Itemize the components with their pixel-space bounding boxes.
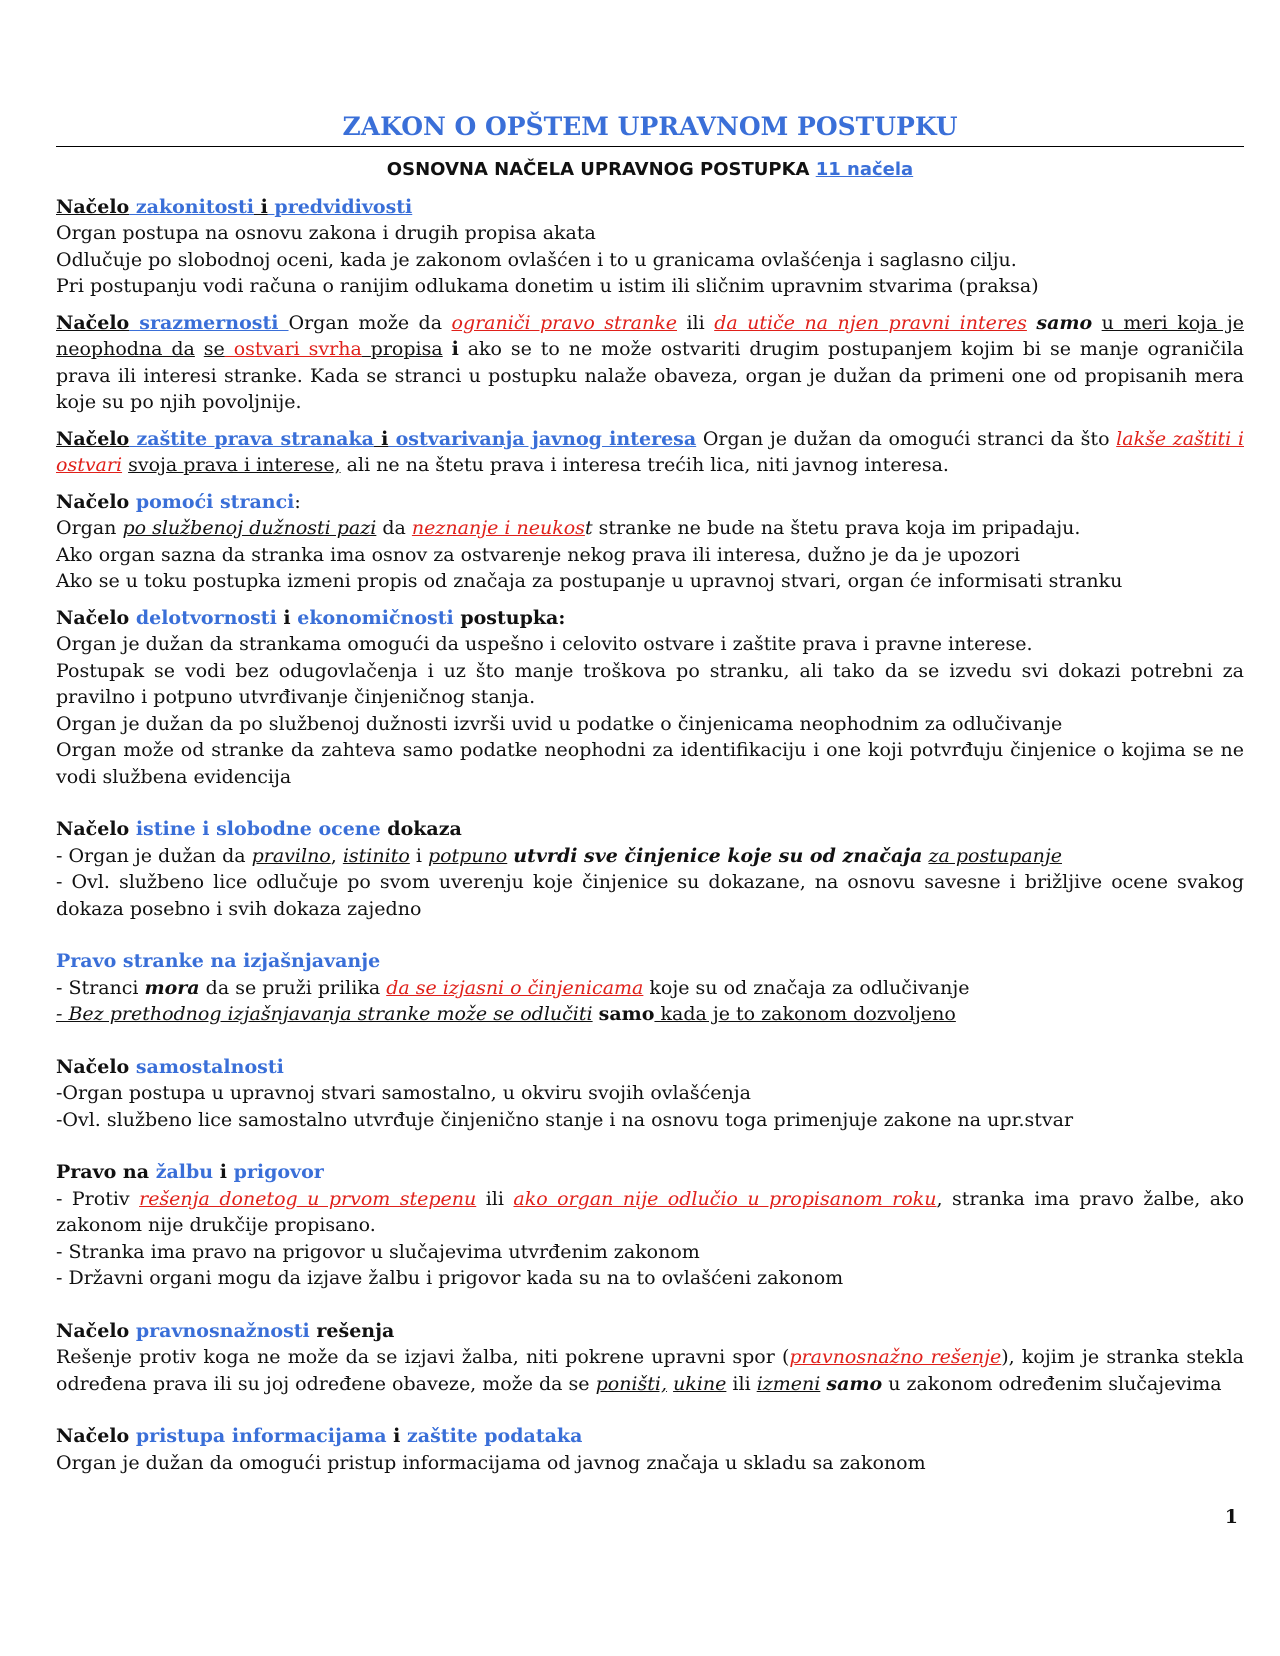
- emphasis-bold: samo: [1036, 311, 1093, 334]
- section-zakonitost: [56, 194, 1244, 300]
- paragraph: [56, 515, 1244, 542]
- heading-word: i: [373, 427, 389, 450]
- heading-term: žalbu: [155, 1161, 214, 1183]
- paragraph: [56, 1344, 1244, 1397]
- section-izjasnjavanje: [56, 948, 1244, 1028]
- italic-underlined-text: za postupanje: [928, 844, 1062, 867]
- heading-word: Načelo: [56, 490, 136, 513]
- paragraph: Organ je dužan da po službenoj dužnosti izvrši uvid u podatke o činjenicama neophodnim za odlučivanje: [56, 712, 1063, 735]
- emphasis-red: ograniči pravo stranke: [451, 311, 678, 334]
- heading-word: postupka:: [453, 606, 566, 629]
- paragraph: Pri postupanju vodi računa o ranijim odlukama donetim u istim ili sličnim upravnim stvarima (praksa): [56, 275, 1039, 297]
- section-delotvornost: [56, 605, 1244, 791]
- heading-word: i: [253, 195, 268, 218]
- heading-term: pomoći stranci: [135, 490, 295, 513]
- heading-term: zaštite prava stranaka: [129, 427, 374, 450]
- section-pravnosnaznost: [56, 1318, 1244, 1398]
- section-zalba-prigovor: [56, 1159, 1244, 1292]
- emphasis-bold: i: [451, 338, 459, 360]
- paragraph: - Ovl. službeno lice odlučuje po svom uverenju koje činjenice su dokazane, na osnovu savesne i brižljive ocene svakog dokaza posebno i svih dokaza zajedno: [56, 871, 1244, 920]
- text-run: ili: [677, 311, 715, 334]
- subtitle-text: OSNOVNA NAČELA UPRAVNOG POSTUPKA: [386, 159, 816, 180]
- heading-term: ekonomičnosti: [297, 606, 454, 629]
- emphasis-red: da utiče na njen pravni interes: [714, 311, 1027, 334]
- underlined-text: propisa: [361, 338, 443, 360]
- text-run: - Organ je dužan da: [56, 844, 252, 867]
- text-run: , stranka ima pravo žalbe, ako zakonom nije drukčije propisano.: [56, 1187, 1245, 1236]
- subtitle: [56, 157, 1244, 184]
- paragraph: Ako se u toku postupka izmeni propis od značaja za postupanje u upravnoj stvari, organ će informisati stranku: [56, 570, 1123, 592]
- text-run: Rešenje protiv koga ne može da se izjavi žalba, niti pokrene upravni spor (: [56, 1346, 790, 1368]
- emphasis-red: ostvari svrha: [224, 338, 362, 360]
- heading-word: Načelo: [56, 427, 130, 450]
- underlined-text: se: [203, 338, 225, 360]
- text-run: ali ne na štetu prava i interesa trećih lica, niti javnog interesa.: [340, 454, 949, 476]
- text-run: ,: [330, 844, 343, 867]
- heading-word: Načelo: [56, 818, 136, 840]
- text-run: koje su od značaja za odlučivanje: [643, 976, 970, 999]
- text-run: - Stranci: [56, 976, 145, 999]
- paragraph: - Državni organi mogu da izjave žalbu i prigovor kada su na to ovlašćeni zakonom: [56, 1267, 844, 1289]
- section-heading: [56, 1054, 1244, 1081]
- paragraph: [56, 975, 1244, 1002]
- heading-word: Pravo na: [56, 1161, 156, 1183]
- paragraph: [56, 843, 1244, 870]
- section-heading: [56, 816, 1244, 843]
- italic-underlined-text: potpuno: [427, 844, 508, 867]
- heading-word: i: [276, 606, 298, 629]
- emphasis-red: rešenja donetog u prvom stepenu: [139, 1187, 477, 1210]
- paragraph: Organ može od stranke da zahteva samo podatke neophodni za identifikaciju i one koji potvrđuju činjenice o kojima se ne vodi službena evidencija: [56, 739, 1244, 788]
- text-run: - Protiv: [56, 1187, 140, 1210]
- heading-term: zaštite podataka: [407, 1425, 583, 1447]
- section-heading: [56, 605, 1244, 632]
- underlined-text: u meri koja je neophodna da: [56, 311, 1244, 360]
- italic-underlined-text: pravilno: [251, 844, 331, 867]
- paragraph: [56, 426, 1244, 479]
- heading-word: Načelo: [56, 195, 130, 218]
- paragraph: -Ovl. službeno lice samostalno utvrđuje činjenično stanje i na osnovu toga primenjuje zakone na upr.stvar: [56, 1108, 1074, 1131]
- heading-word: Načelo: [56, 1425, 136, 1447]
- italic-text: t: [584, 517, 593, 539]
- text-run: Organ je dužan da omogući stranci da što: [696, 427, 1117, 450]
- section-samostalnost: [56, 1054, 1244, 1134]
- paragraph: Odlučuje po slobodnoj oceni, kada je zakonom ovlašćen i to u granicama ovlašćenja i saglasno cilju.: [56, 248, 1017, 271]
- paragraph: Ako organ sazna da stranka ima osnov za ostvarenje nekog prava ili interesa, dužno je da je upozori: [56, 543, 1020, 566]
- heading-word: Načelo: [56, 1055, 136, 1078]
- section-heading: [56, 1159, 1244, 1186]
- text-run: [1027, 312, 1036, 334]
- heading-word: :: [294, 490, 301, 513]
- section-heading: [56, 1423, 1244, 1450]
- text-run: ili: [476, 1187, 514, 1210]
- emphasis-red: lakše zaštiti i ostvari: [56, 427, 1244, 476]
- emphasis-red: ako organ nije odlučio u propisanom roku: [513, 1187, 937, 1210]
- paragraph: [56, 1001, 1244, 1028]
- paragraph: - Stranka ima pravo na prigovor u slučajevima utvrđenim zakonom: [56, 1240, 700, 1263]
- paragraph: -Organ postupa u upravnoj stvari samostalno, u okviru svojih ovlašćenja: [56, 1082, 751, 1104]
- emphasis-bold: utvrdi sve činjenice koje su od značaja: [513, 844, 923, 867]
- heading-word: Načelo: [56, 311, 130, 334]
- text-run: ili: [726, 1372, 757, 1395]
- page-number: 1: [1224, 1506, 1238, 1528]
- heading-word: dokaza: [380, 818, 462, 840]
- italic-underlined-text: po službenoj dužnosti pazi: [122, 517, 377, 539]
- section-informacije: [56, 1423, 1244, 1476]
- emphasis-red: pravnosnažno rešenje: [789, 1346, 1002, 1368]
- italic-underlined-text: poništi,: [595, 1372, 668, 1395]
- heading-term: pravnosnažnosti: [135, 1319, 310, 1342]
- heading-term: ostvarivanja javnog interesa: [388, 427, 697, 450]
- heading-term: samostalnosti: [135, 1055, 284, 1078]
- emphasis-red: neznanje i neukos: [411, 517, 585, 539]
- paragraph: Organ je dužan da omogući pristup informacijama od javnog značaja u skladu sa zakonom: [56, 1451, 926, 1474]
- italic-underlined-text: - Bez prethodnog izjašnjavanja stranke može se odlučiti: [56, 1003, 593, 1025]
- text-run: ako se to ne može ostvariti drugim postupanjem kojim bi se manje ograničila prava ili interesi stranke. Kada se stranci u postupku nalaže obaveza, organ je dužan da primeni one od propisanih mera koje su po njih povoljnije.: [56, 338, 1244, 413]
- text-run: da se pruži prilika: [199, 976, 387, 999]
- underlined-text: kada je to zakonom dozvoljeno: [654, 1003, 956, 1025]
- emphasis-bold: samo: [826, 1372, 883, 1395]
- section-zastita-prava: [56, 426, 1244, 479]
- subtitle-count: 11 načela: [815, 159, 914, 180]
- heading-term: zakonitosti: [129, 195, 254, 218]
- underlined-text: svoja prava i interese,: [128, 454, 341, 476]
- section-srazmernost: [56, 310, 1244, 416]
- italic-underlined-text: istinito: [342, 844, 410, 867]
- document-page: [56, 110, 1244, 1486]
- italic-underlined-text: ukine: [673, 1372, 727, 1395]
- heading-term: delotvornosti: [135, 606, 277, 629]
- heading-word: rešenja: [309, 1319, 395, 1342]
- emphasis-red: da se izjasni o činjenicama: [386, 976, 644, 999]
- heading-term: istine i slobodne ocene: [135, 818, 381, 840]
- paragraph: Organ je dužan da strankama omogući da uspešno i celovito ostvare i zaštite prava i pravne interese.: [56, 633, 1033, 655]
- text-run: da: [376, 517, 412, 539]
- text-run: i: [409, 844, 428, 867]
- heading-term: srazmernosti: [129, 311, 289, 334]
- heading-term: predvidivosti: [267, 195, 413, 218]
- paragraph: [56, 1186, 1244, 1239]
- text-run: [443, 338, 452, 360]
- text-run: [1092, 312, 1101, 334]
- text-run: stranke ne bude na štetu prava koja im pripadaju.: [592, 517, 1081, 539]
- text-run: Organ može da: [288, 311, 452, 334]
- heading-term: pristupa informacijama: [135, 1425, 387, 1447]
- paragraph: Postupak se vodi bez odugovlačenja i uz što manje troškova po stranku, ali tako da se izvedu svi dokazi potrebni za pravilno i potpuno utvrđivanje činjeničnog stanja.: [56, 659, 1244, 708]
- paragraph: [56, 310, 1244, 416]
- paragraph: Organ postupa na osnovu zakona i drugih propisa akata: [56, 222, 596, 244]
- section-heading: [56, 489, 1244, 516]
- emphasis-bold: samo: [598, 1003, 655, 1025]
- section-heading: Pravo stranke na izjašnjavanje: [56, 950, 381, 972]
- emphasis-bold: mora: [144, 976, 200, 999]
- section-heading: [56, 194, 1244, 221]
- text-run: Organ: [56, 517, 123, 539]
- page-title: ZAKON O OPŠTEM UPRAVNOM POSTUPKU: [56, 110, 1244, 147]
- heading-word: Načelo: [56, 1319, 136, 1342]
- section-istina: [56, 816, 1244, 922]
- heading-word: i: [386, 1425, 407, 1447]
- section-pomoc-stranci: [56, 489, 1244, 595]
- heading-word: Načelo: [56, 606, 136, 629]
- text-run: [195, 338, 204, 360]
- heading-word: i: [213, 1161, 234, 1183]
- italic-underlined-text: izmeni: [756, 1372, 821, 1395]
- text-run: u zakonom određenim slučajevima: [882, 1372, 1222, 1395]
- heading-term: prigovor: [233, 1161, 324, 1183]
- section-heading: [56, 1318, 1244, 1345]
- text-run: ), kojim je stranka stekla određena prava ili su joj određene obaveze, može da se: [56, 1346, 1244, 1395]
